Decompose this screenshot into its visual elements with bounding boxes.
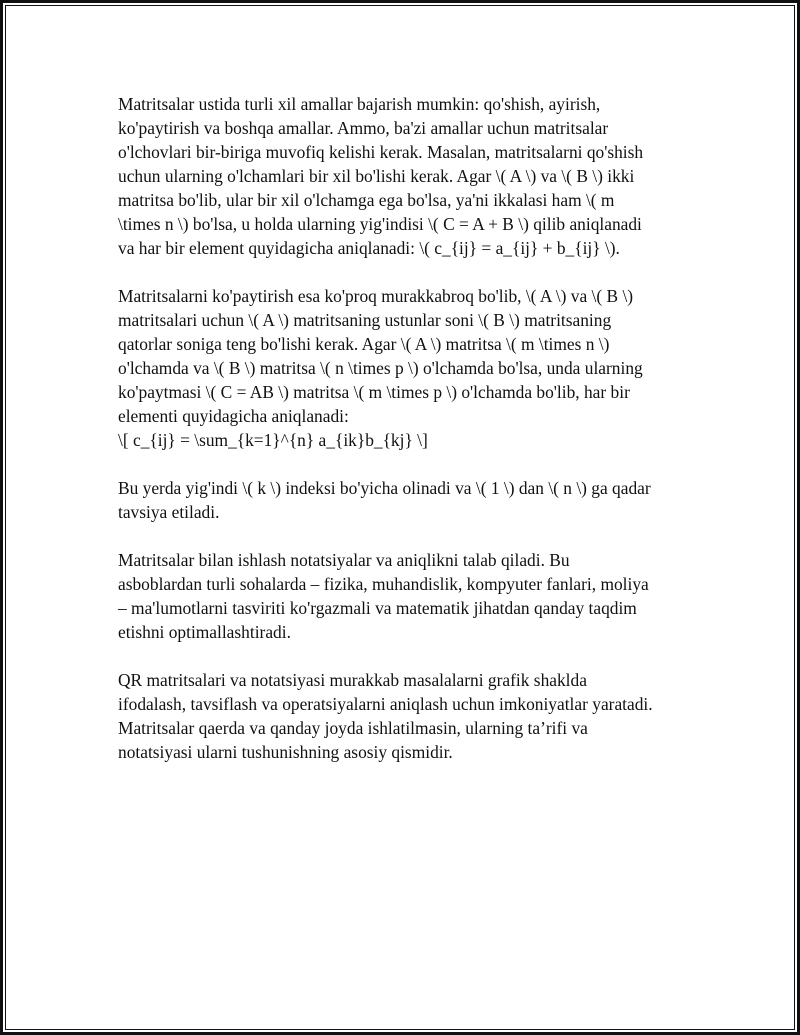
paragraph-qr-matrices: QR matritsalari va notatsiyasi murakkab masalalarni grafik shaklda ifodalash, tavsiflash va operatsiyalarni aniqlash uchun imkoniyatlar yaratadi. Matritsalar qaerda va qanday joyda ishlatilmasin, ularning ta’rifi va notatsiyasi ularni tushunishning asosiy qismidir. [118, 670, 653, 762]
document-body [118, 92, 698, 788]
paragraph-notation-applications: Matritsalar bilan ishlash notatsiyalar va aniqlikni talab qiladi. Bu asboblardan turli sohalarda – fizika, muhandislik, kompyuter fanlari, moliya – ma'lumotlarni tasviriti ko'rgazmali va matematik jihatdan qanday taqdim etishni optimallashtiradi. [118, 550, 649, 642]
paragraph-summation-index: Bu yerda yig'indi \( k \) indeksi bo'yicha olinadi va \( 1 \) dan \( n \) ga qadar tavsiya etiladi. [118, 478, 651, 522]
paragraph-matrix-addition: Matritsalar ustida turli xil amallar bajarish mumkin: qo'shish, ayirish, ko'paytirish va boshqa amallar. Ammo, ba'zi amallar uchun matritsalar o'lchovlari bir-biriga muvofiq kelishi kerak. Masalan, matritsalarni qo'shish uchun ularning o'lchamlari bir xil bo'lishi kerak. Agar \( A \) va \( B \) ikki matritsa bo'lib, ular bir xil o'lchamga ega bo'lsa, ya'ni ikkalasi ham \( m \times n \) bo'lsa, u holda ularning yig'indisi \( C = A + B \) qilib aniqlanadi va har bir element quyidagicha aniqlanadi: \( c_{ij} = a_{ij} + b_{ij} \). [118, 94, 644, 258]
paragraph-matrix-multiplication: Matritsalarni ko'paytirish esa ko'proq murakkabroq bo'lib, \( A \) va \( B \) matritsalari uchun \( A \) matritsaning ustunlar soni \( B \) matritsaning qatorlar soniga teng bo'lishi kerak. Agar \( A \) matritsa \( m \times n \) o'lchamda va \( B \) matritsa \( n \times p \) o'lchamda bo'lsa, unda ularning ko'paytmasi \( C = AB \) matritsa \( m \times p \) o'lchamda bo'lib, har bir elementi quyidagicha aniqlanadi: \[ c_{ij} = \sum_{k=1}^{n} a_{ik}b_{kj} \] [118, 286, 643, 450]
